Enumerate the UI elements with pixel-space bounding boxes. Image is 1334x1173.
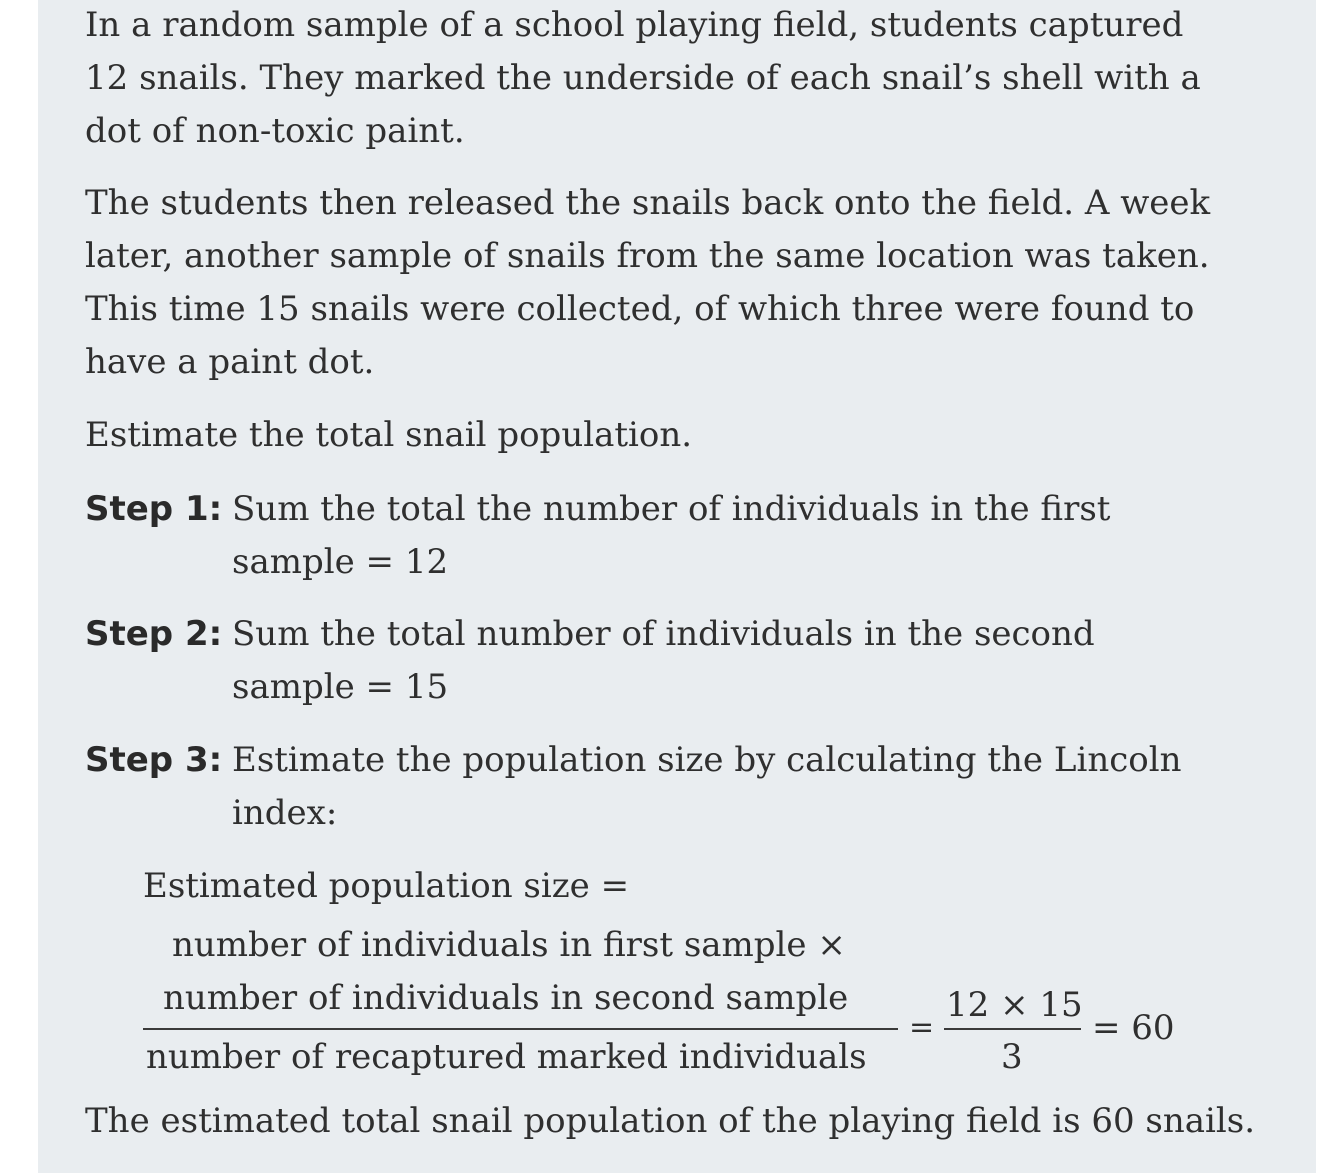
- formula-numeric-numerator: 12 × 15: [946, 985, 1083, 1025]
- step-1-line-2: sample = 12: [232, 542, 449, 582]
- conclusion-text: The estimated total snail population of the playing field is 60 snails.: [85, 1101, 1256, 1141]
- step-3-line-1: Estimate the population size by calculating the Lincoln: [232, 740, 1182, 780]
- formula-numeric-denominator: 3: [1001, 1037, 1023, 1077]
- step-1-label: Step 1:: [85, 489, 223, 529]
- formula-numeric-fraction-bar: [944, 1028, 1081, 1030]
- formula-numerator-line-2: number of individuals in second sample: [163, 978, 849, 1018]
- paragraph-1-line-2: 12 snails. They marked the underside of each snail’s shell with a: [85, 58, 1201, 98]
- formula-lhs: Estimated population size =: [143, 866, 630, 906]
- formula-fraction-bar: [143, 1028, 898, 1030]
- step-1-line-1: Sum the total the number of individuals in the first: [232, 489, 1111, 529]
- step-2-line-1: Sum the total number of individuals in the second: [232, 614, 1095, 654]
- formula-equals-sign: =: [909, 1010, 935, 1045]
- formula-denominator: number of recaptured marked individuals: [146, 1037, 867, 1077]
- paragraph-2-line-2: later, another sample of snails from the same location was taken.: [85, 236, 1210, 276]
- paragraph-2-line-1: The students then released the snails back onto the field. A week: [85, 183, 1211, 223]
- formula-numerator-line-1: number of individuals in first sample ×: [172, 925, 846, 965]
- paragraph-1-line-3: dot of non-toxic paint.: [85, 111, 465, 151]
- step-3-line-2: index:: [232, 793, 338, 833]
- step-2-line-2: sample = 15: [232, 667, 449, 707]
- step-3-label: Step 3:: [85, 740, 223, 780]
- question-text: Estimate the total snail population.: [85, 415, 693, 455]
- step-2-label: Step 2:: [85, 614, 223, 654]
- formula-result: = 60: [1092, 1008, 1175, 1048]
- paragraph-2-line-4: have a paint dot.: [85, 342, 375, 382]
- paragraph-1-line-1: In a random sample of a school playing field, students captured: [85, 5, 1184, 45]
- paragraph-2-line-3: This time 15 snails were collected, of which three were found to: [85, 289, 1195, 329]
